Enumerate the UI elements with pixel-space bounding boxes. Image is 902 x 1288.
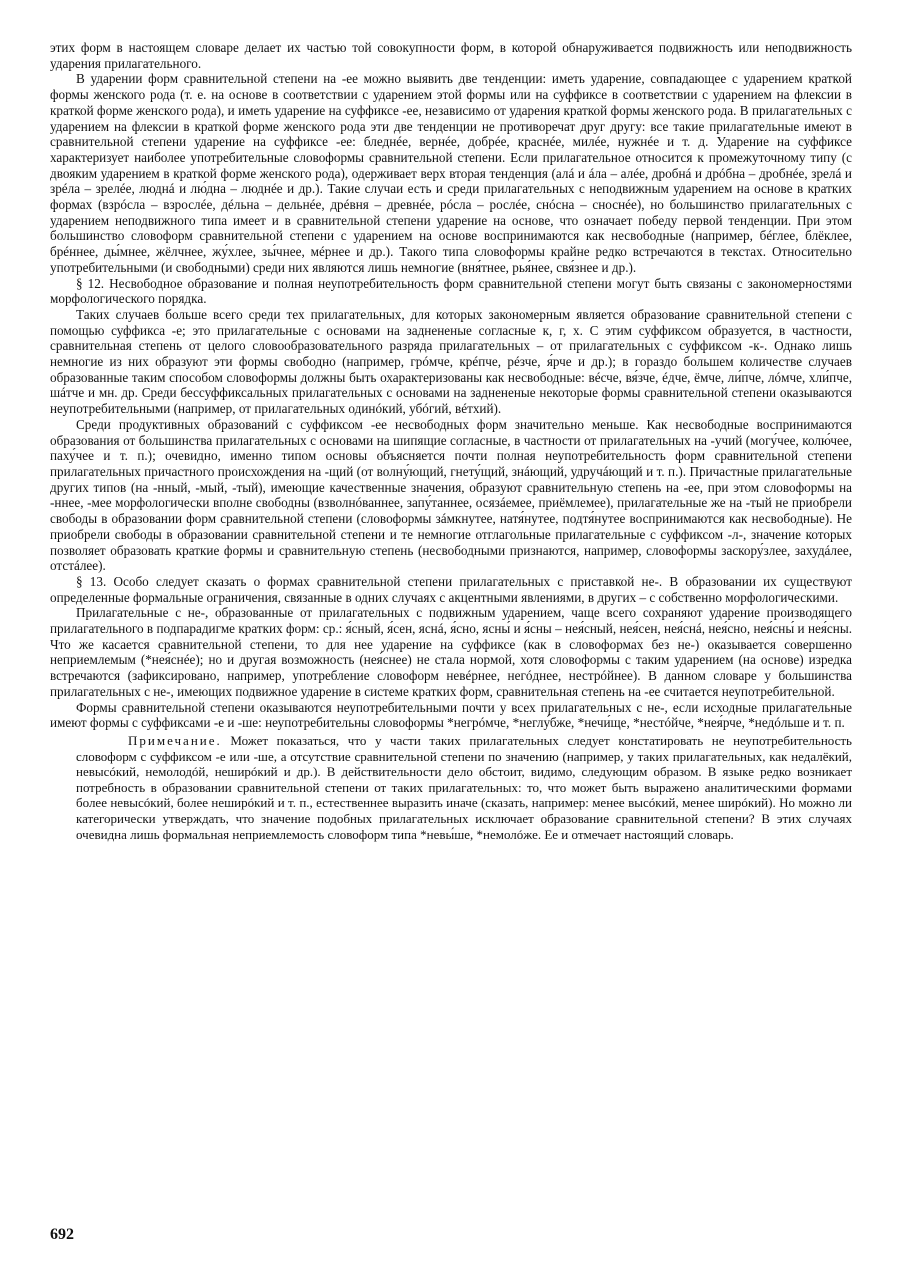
paragraph-stress-tendencies: В ударении форм сравнительной степени на -ее можно выявить две тенденции: иметь ударение, совпадающее с ударением краткой формы женского рода (т. е. на основе в соответствии с ударением этой формы или на суффиксе в соответствии с ударением на флексии в краткой форме женского рода), и иметь ударение на суффиксе -ее, независимо от ударения краткой формы женского рода. В прилагательных с ударением на флексии в краткой форме женского рода эти две тенденции не противоречат друг другу: все такие прилагательные имеют в сравнительной степени ударение на суффиксе -ее: бледнée, вернée, добрée, краснée, милée, нужнée и т. д. Ударение на суффиксе характеризует наиболее употребительные словоформы сравнительной степени. Если прилагательное относится к промежуточному типу (с двояким ударением в краткой форме женского рода), одерживает верх вторая тенденция (алá и áла – алée, дробнá и дрóбна – дробнée, зрелá и зрéла – зрелée, люднá и лю́дна – люднée и др.). Такие случаи есть и среди прилагательных с неподвижным ударением на основе в кратких формах (взрóсла – взрослée, дéльна – дельнée, дрéвня – древнée, рóсла – рослée, снóсна – сноснée), но большинство прилагательных с ударением неподвижного типа имеет и в сравнительной степени ударение на основе, что означает победу первой тенденции. При этом большинство словоформ сравнительной степени с ударением на основе воспринимаются как несвободные (например, бéглее, блёклее, брéннее, ды́мнее, жёлчнее, жу́хлее, зы́чнее, мéрнее и др.). Такого типа словоформы крайне редко встречаются в текстах. Относительно употребительными (и свободными) среди них являются лишь немногие (вня́тнее, рья́нее, свя́знее и др.). [50,71,852,275]
paragraph-suffix-e: Таких случаев больше всего среди тех прилагательных, для которых закономерным является образование сравнительной степени с помощью суффикса -е; это прилагательные с основами на заднененые согласные к, г, х. С этим суффиксом образуется, в частности, сравнительная степень от целого словообразовательного разряда прилагательных – от прилагательных с суффиксом -к-. Однако лишь немногие из них образуют эти формы свободно (например, грóмче, крéпче, рéзче, я́рче и др.); в гораздо большем количестве случаев образованные таким способом словоформы должны быть охарактеризованы как несвободные: вéсче, вя́зче, éдче, ёмче, ли́пче, лóмче, хли́пче, шáтче и мн. др. Среди бессуффиксальных прилагательных с основами на заднененые некоторые формы сравнительной степени оказываются неупотребительными (например, от прилагательных одинóкий, убóгий, вéтхий). [50,306,852,417]
note-text: Может показаться, что у части таких прилагательных следует констатировать не неупотребительность словоформ с суффиксом -е или -ше, а отсутствие сравнительной степени по значению (например, у таких прилагательных, как недалёкий, невысóкий, немолодóй, неширóкий и др.). В действительности дело обстоит, видимо, следующим образом. В языке редко возникает потребность в образовании сравнительной степени от таких прилагательных: то, что может быть выражено аналитическими формами более невысóкий, более неширóкий и т. п., естественнее выразить иначе (сказать, например: менее высóкий, менее ширóкий). Но можно ли категорически утверждать, что значение подобных прилагательных исключает образование сравнительной степени? В этих случаях очевидна лишь формальная неприемлемость словоформ типа *невы́ше, *немолóже. Ее и отмечает настоящий словарь. [76,732,852,842]
paragraph-prefix-ne: Прилагательные с не-, образованные от прилагательных с подвижным ударением, чаще всего сохраняют ударение производящего прилагательного в подпарадигме кратких форм: ср.: я́сный, я́сен, яснá, я́сно, ясны́ и я́сны – нея́сный, нея́сен, нея́снá, нея́сно, нея́сны́ и нея́сны. Что же касается сравнительной степени, то для нее ударение на суффиксе (как в словоформах без не-) оказывается совершенно неприемлемым (*нея́снée); но и другая возможность (нея́снее) не стала нормой, хотя словоформы с таким ударением (на основе) изредка встречаются (зафиксировано, например, употребление словоформ невéрнее, негóднее, нестрóйнее). В данном словаре у большинства прилагательных с не-, имеющих подвижное ударение в системе кратких форм, сравнительная степень на -ее считается неупотребительной. [50,605,852,699]
paragraph-suffix-ee: Среди продуктивных образований с суффиксом -ее несвободных форм значительно меньше. Как несвободные воспринимаются образования от большинства прилагательных с основами на шипящие согласные, в частности от прилагательных на -учий (могу́чее, колю́чее, паху́чее и т. п.); очевидно, именно типом основы объясняется почти полная неупотребительность форм сравнительной степени прилагательных причастного происхождения на -щий (от волну́ющий, гнету́щий, знáющий, удручáющий и т. п.). Причастные прилагательные других типов (на -нный, -мый, -тый), имеющие качественные значения, образуют сравнительную степень на -ее, при этом словоформы на -ннее, -мее морфологически вполне свободны (взволнóваннее, запу́таннее, осязáемее, приёмлемее), прилагательные же на -тый не приобрели свободы в образовании форм сравнительной степени (словоформы зáмкнутее, натя́нутее, подтя́нутее воспринимаются как несвободные). Не приобрели свободы в образовании сравнительной степени и те немногие отглагольные прилагательные с суффиксом -л-, значение которых позволяет образовать краткие формы и сравнительную степень (несвободными признаются, например, словоформы заскору́злее, захудáлее, отстáлее). [50,416,852,574]
note-paragraph [76,733,852,842]
note-label: Примечание. [128,732,222,748]
paragraph-suffixes-e-she: Формы сравнительной степени оказываются неупотребительными почти у всех прилагательных с не-, если исходные прилагательные имеют формы с суффиксами -е и -ше: неупотребительны словоформы *негрóмче, *неглу́бже, *нечи́ще, *нестóйче, *нея́рче, *недóльше и т. п. [50,699,852,731]
section-13-heading-paragraph: § 13. Особо следует сказать о формах сравнительной степени прилагательных с приставкой не-. В образовании их существуют определенные формальные ограничения, связанные в одних случаях с акцентными явлениями, в других – с собственно морфологическими. [50,573,852,605]
paragraph-continuation: этих форм в настоящем словаре делает их частью той совокупности форм, в которой обнаруживается подвижность или неподвижность ударения прилагательного. [50,40,852,71]
page-number: 692 [50,1226,74,1243]
section-12-heading-paragraph: § 12. Несвободное образование и полная неупотребительность форм сравнительной степени могут быть связаны с закономерностями морфологического порядка. [50,275,852,307]
